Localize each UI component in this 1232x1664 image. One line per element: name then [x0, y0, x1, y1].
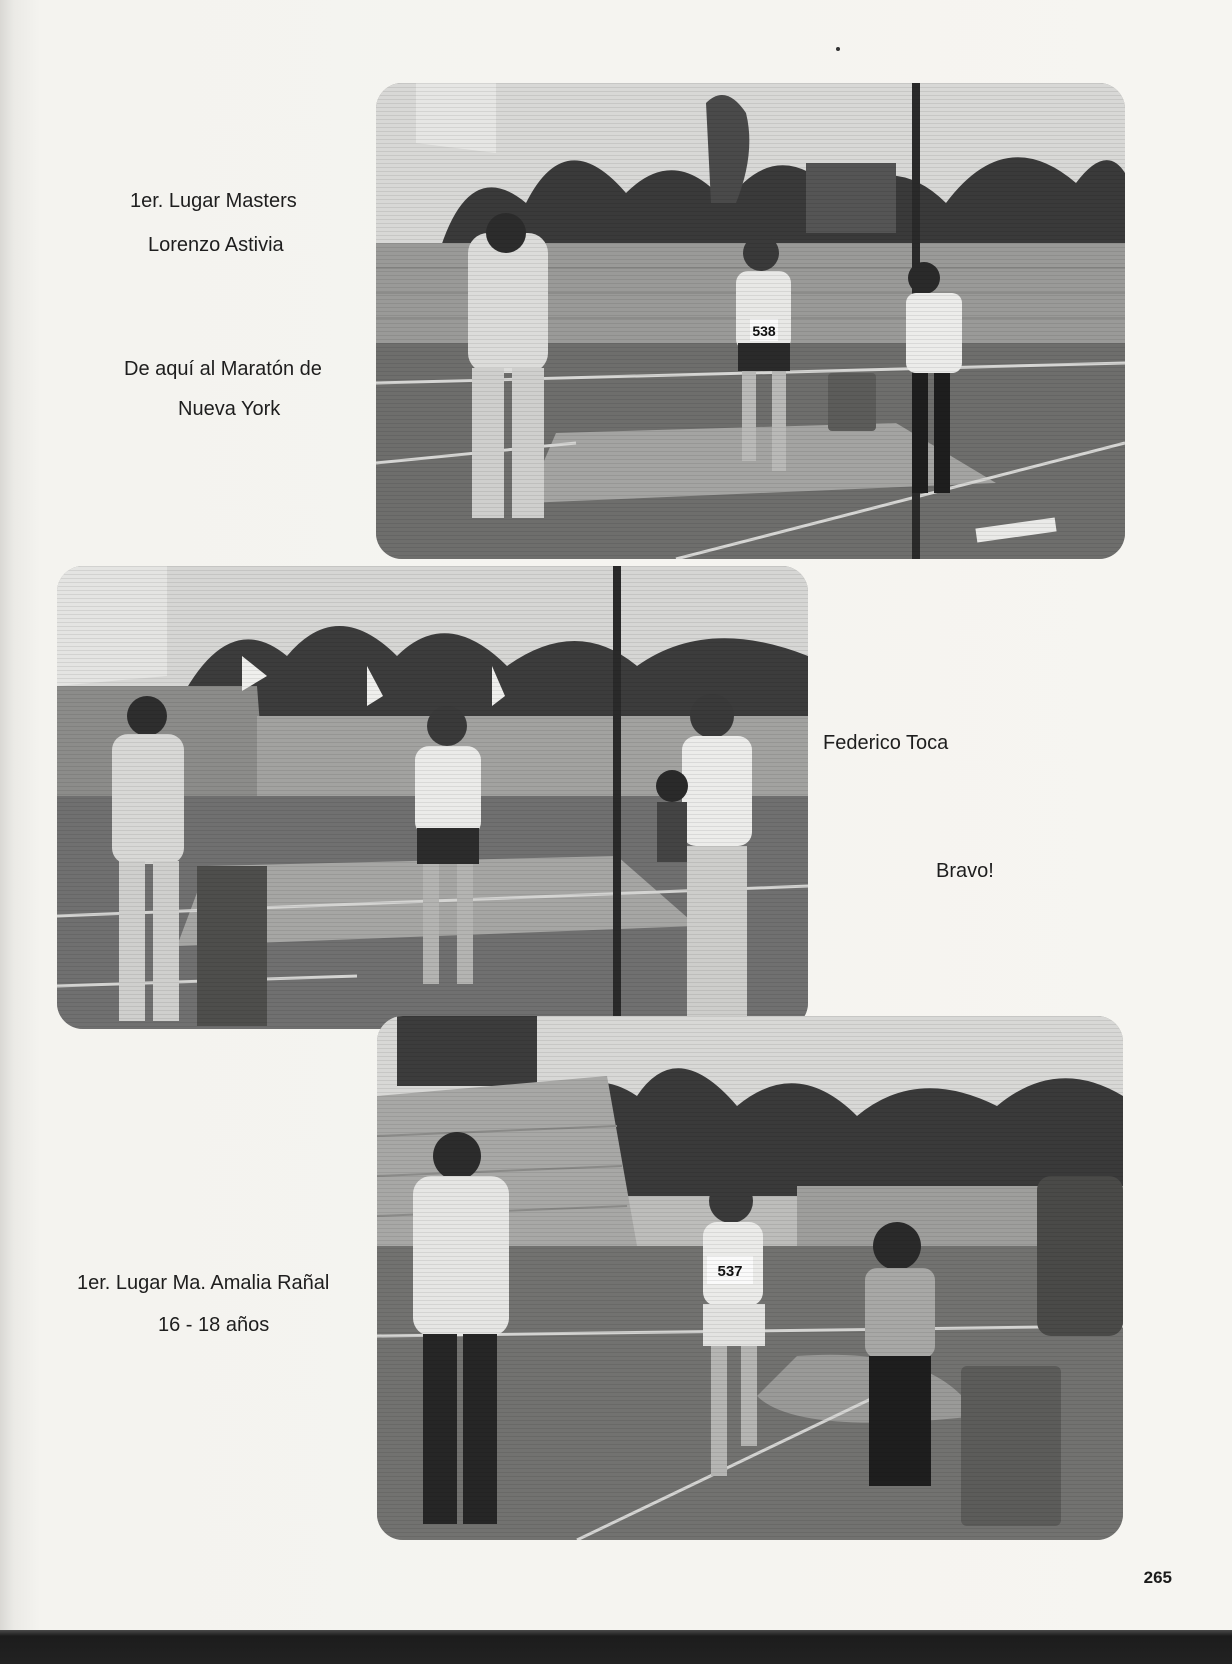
caption-age-group: 16 - 18 años — [158, 1314, 270, 1336]
caption-maraton-line1: De aquí al Maratón de — [124, 358, 322, 380]
caption-first-place-amalia-ranal: 1er. Lugar Ma. Amalia Rañal — [77, 1272, 330, 1294]
caption-maraton-line2: Nueva York — [178, 398, 281, 420]
caption-first-place-masters: 1er. Lugar Masters — [130, 190, 297, 212]
photo-federico-toca-finish — [57, 566, 808, 1029]
caption-lorenzo-astivia: Lorenzo Astivia — [148, 234, 284, 256]
print-speck — [836, 47, 840, 51]
photo-masters-finish — [376, 83, 1125, 559]
page-number: 265 — [1143, 1568, 1172, 1587]
photo-amalia-ranal-finish — [377, 1016, 1123, 1540]
caption-bravo: Bravo! — [936, 860, 994, 882]
scan-bottom-edge — [0, 1630, 1232, 1664]
caption-federico-toca: Federico Toca — [823, 732, 949, 754]
